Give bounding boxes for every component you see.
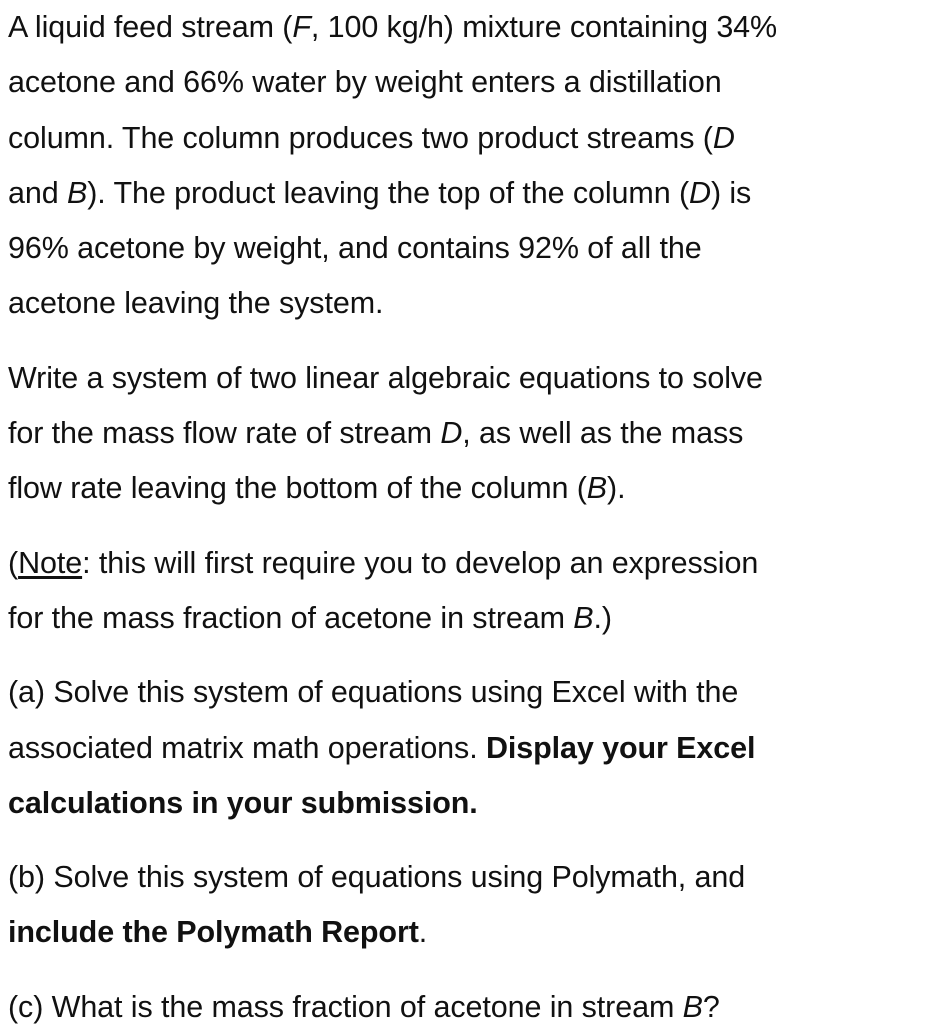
text-line	[8, 721, 932, 776]
text-line	[8, 905, 932, 960]
part-a-paragraph	[8, 665, 932, 831]
text: ). The product leaving the top of the column (	[87, 175, 690, 210]
text: , as well as the mass	[462, 416, 744, 451]
var-d: D	[689, 175, 711, 210]
text: ) is	[710, 175, 752, 210]
text-line: Write a system of two linear algebraic equations to solve	[8, 360, 763, 395]
bold-text: include the Polymath Report	[8, 915, 419, 950]
part-c-paragraph	[8, 980, 932, 1035]
var-d: D	[712, 120, 735, 155]
paragraph-gap	[8, 332, 932, 351]
text: column. The column produces two product streams (	[8, 120, 713, 155]
text: flow rate leaving the bottom of the column (	[8, 471, 587, 506]
text-line	[8, 776, 932, 831]
var-f: F	[292, 10, 311, 44]
text-line: (b) Solve this system of equations using Polymath, and	[8, 860, 746, 895]
var-b: B	[573, 600, 594, 635]
text: A liquid feed stream (	[8, 10, 293, 44]
intro-paragraph	[8, 0, 932, 332]
paragraph-gap	[8, 961, 932, 980]
task-paragraph	[8, 351, 932, 517]
text-line	[8, 461, 932, 516]
text-line: acetone leaving the system.	[8, 286, 384, 321]
text: (c) What is the mass fraction of acetone in stream	[8, 989, 683, 1024]
bold-text: Display your Excel	[485, 730, 756, 765]
text-line	[8, 591, 932, 646]
text: .	[469, 785, 478, 820]
text-line	[8, 980, 932, 1035]
var-b: B	[682, 989, 703, 1024]
paragraph-gap	[8, 831, 932, 850]
paragraph-gap	[8, 646, 932, 665]
text: for the mass fraction of acetone in stream	[8, 600, 574, 635]
note-label: Note	[18, 545, 83, 580]
text: : this will first require you to develop an expression	[82, 545, 759, 580]
text: and	[8, 175, 67, 210]
var-b: B	[586, 471, 608, 506]
text: .	[418, 915, 428, 950]
bold-text: calculations in your submission	[8, 785, 470, 820]
text: , 100 kg/h) mixture containing 34%	[310, 10, 778, 44]
text-line: 96% acetone by weight, and contains 92% of all the	[8, 231, 702, 266]
text: ).	[607, 471, 626, 506]
text-line	[8, 406, 932, 461]
text: .)	[593, 600, 612, 635]
var-d: D	[440, 416, 463, 451]
note-paragraph	[8, 536, 932, 647]
text: (	[8, 545, 19, 580]
text-line: acetone and 66% water by weight enters a distillation	[8, 65, 722, 100]
paragraph-gap	[8, 517, 932, 536]
text-line	[8, 111, 932, 166]
var-b: B	[66, 175, 88, 210]
text-line: (a) Solve this system of equations using Excel with the	[8, 675, 739, 710]
text-line	[8, 166, 932, 221]
text-line	[8, 536, 932, 591]
text: ?	[702, 989, 720, 1024]
problem-statement	[8, 0, 932, 1035]
text-line	[8, 0, 932, 55]
text: associated matrix math operations.	[8, 730, 486, 765]
text: for the mass flow rate of stream	[8, 416, 441, 451]
part-b-paragraph	[8, 850, 932, 961]
